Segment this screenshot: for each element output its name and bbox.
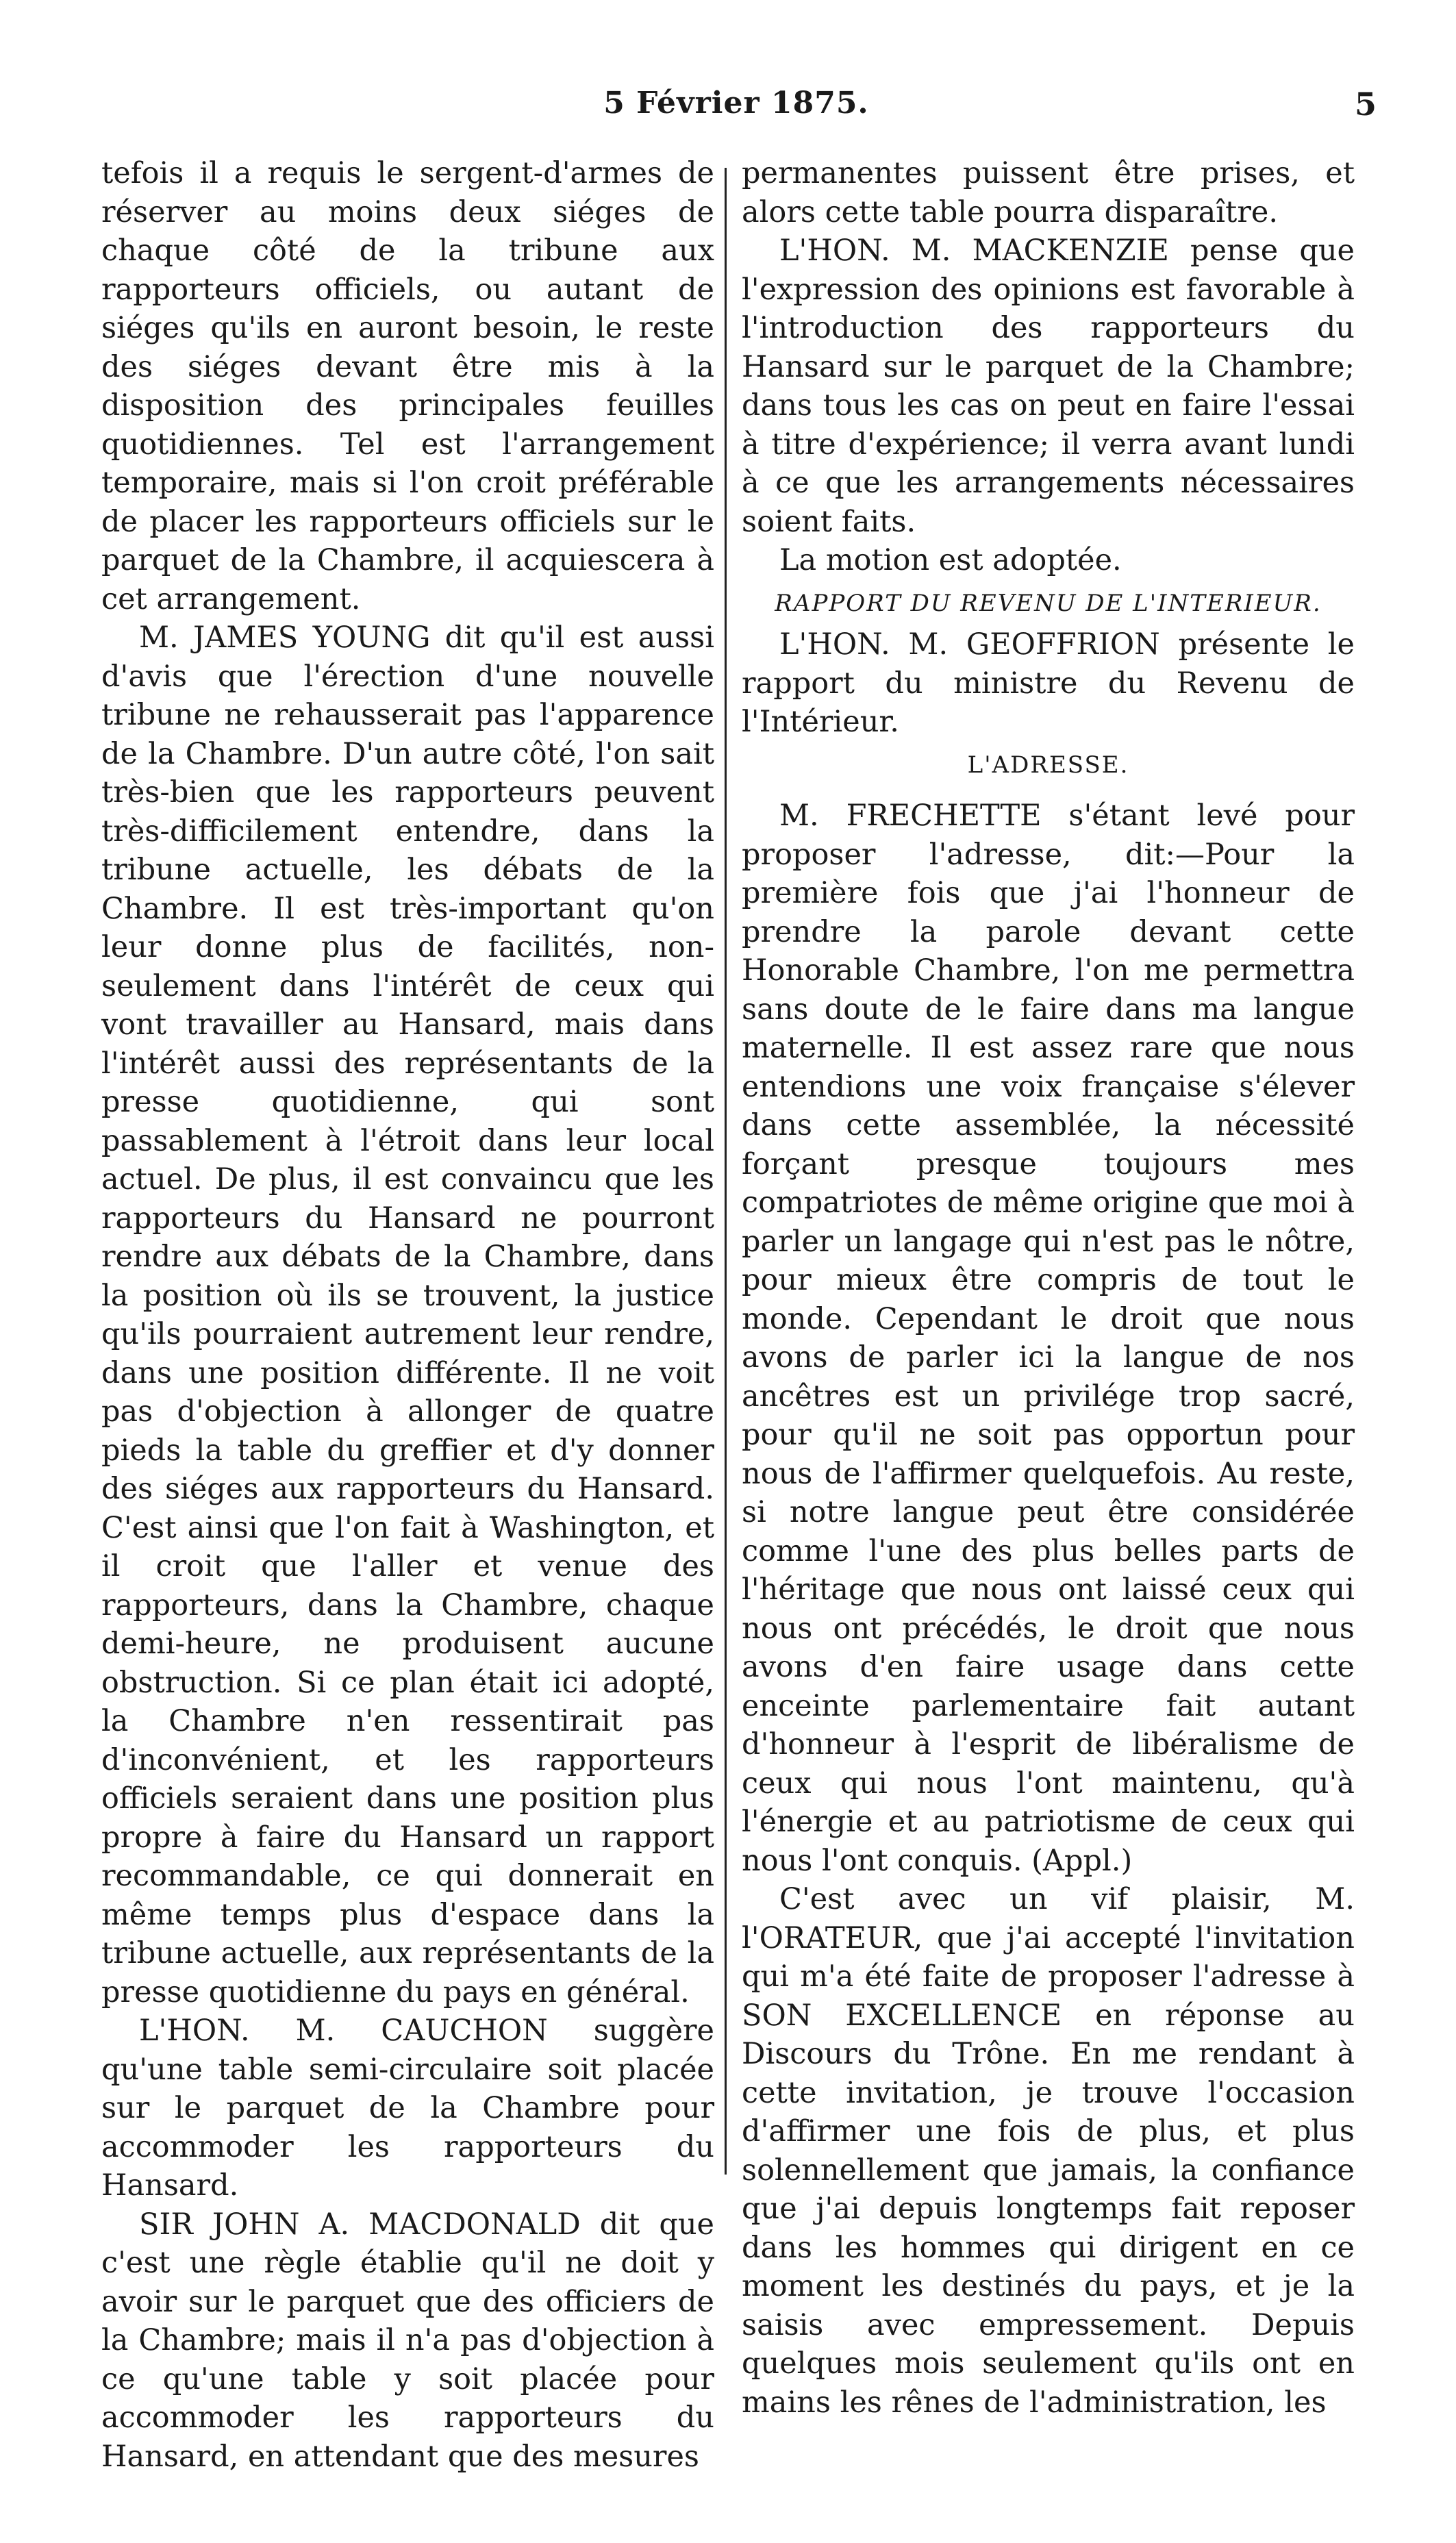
section-heading: RAPPORT DU REVENU DE L'INTERIEUR. [775,589,1322,617]
paragraph: M. FRECHETTE s'étant levé pour proposer l'adresse, dit:—Pour la première fois que j'ai l'honneur de prendre la parole devant cette Honorable Chambre, l'on me permettra sans doute de le faire dans ma langue maternelle. Il est assez rare que nous entendions une voix française s'élever dans cette assemblée, la nécessité forçant presque toujours mes compatriotes de même origine que moi à parler un langage qui n'est pas le nôtre, pour mieux être compris de tout le monde. Cependant le droit que nous avons de parler ici la langue de nos ancêtres est un privilége trop sacré, pour qu'il ne soit pas opportun pour nous de l'affirmer quelquefois. Au reste, si notre langue peut être considérée comme l'une des plus belles parts de l'héritage que nous ont laissé ceux qui nous ont précédés, le droit que nous avons d'en faire usage dans cette enceinte parlementaire fait autant d'honneur à l'esprit de libéralisme de ceux qui nous l'ont maintenu, qu'à l'énergie et au patriotisme de ceux qui nous l'ont conquis. (Appl.) [742,799,1355,1878]
paragraph: tefois il a requis le sergent-d'armes de réserver au moins deux siéges de chaque côté de la tribune aux rapporteurs officiels, ou autant de siéges qu'ils en auront besoin, le reste des siéges devant être mis à la disposition des principales feuilles quotidiennes. Tel est l'arrangement temporaire, mais si l'on croit préférable de placer les rapporteurs officiels sur le parquet de la Chambre, il acquiescera à cet arrangement. [101,156,714,616]
paragraph: M. JAMES YOUNG dit qu'il est aussi d'avis que l'érection d'une nouvelle tribune ne rehausserait pas l'apparence de la Chambre. D'un autre côté, l'on sait très-bien que les rapporteurs peuvent très-difficilement entendre, dans la tribune actuelle, les débats de la Chambre. Il est très-important qu'on leur donne plus de facilités, non-seulement dans l'intérêt de ceux qui vont travailler au Hansard, mais dans l'intérêt aussi des représentants de la presse quotidienne, qui sont passablement à l'étroit dans leur local actuel. De plus, il est convaincu que les rapporteurs du Hansard ne pourront rendre aux débats de la Chambre, dans la position où ils se trouvent, la justice qu'ils pourraient autrement leur rendre, dans une position différente. Il ne voit pas d'objection à allonger de quatre pieds la table du greffier et d'y donner des siéges aux rapporteurs du Hansard. C'est ainsi que l'on fait à Washington, et il croit que l'aller et venue des rapporteurs, dans la Chambre, chaque demi-heure, ne produisent aucune obstruction. Si ce plan était ici adopté, la Chambre n'en ressentirait pas d'inconvénient, et les rapporteurs officiels seraient dans une position plus propre à faire du Hansard un rapport recommandable, ce qui donnerait en même temps plus d'espace dans la tribune actuelle, aux représentants de la presse quotidienne du pays en général. [101,621,714,2009]
paragraph: La motion est adoptée. [779,543,1122,577]
paragraph: SIR JOHN A. MACDONALD dit que c'est une règle établie qu'il ne doit y avoir sur le parquet que des officiers de la Chambre; mais il n'a pas d'objection à ce qu'une table y soit placée pour accommoder les rapporteurs du Hansard, en attendant que des mesures [101,2207,714,2474]
paragraph: L'HON. M. CAUCHON suggère qu'une table semi-circulaire soit placée sur le parquet de la Chambre pour accommoder les rapporteurs du Hansard. [101,2014,714,2203]
two-column-body [95,154,1382,2483]
paragraph: L'HON. M. MACKENZIE pense que l'expression des opinions est favorable à l'introduction des rapporteurs du Hansard sur le parquet de la Chambre; dans tous les cas on peut en faire l'essai à titre d'expérience; il verra avant lundi à ce que les arrangements nécessaires soient faits. [742,234,1355,539]
page-header [96,86,1377,134]
page-date: 5 Février 1875. [603,86,869,121]
right-column [742,154,1355,2422]
paragraph: L'HON. M. GEOFFRION présente le rapport du ministre du Revenu de l'Intérieur. [742,627,1355,739]
left-column [101,154,714,2476]
column-divider [725,168,727,2175]
section-heading: L'ADRESSE. [967,751,1129,779]
paragraph: permanentes puissent être prises, et alors cette table pourra disparaître. [742,156,1355,229]
paragraph: C'est avec un vif plaisir, M. l'ORATEUR, que j'ai accepté l'invitation qui m'a été faite de proposer l'adresse à SON EXCELLENCE en réponse au Discours du Trône. En me rendant à cette invitation, je trouve l'occasion d'affirmer une fois de plus, et plus solennellement que jamais, la confiance que j'ai depuis longtemps fait reposer dans les hommes qui dirigent en ce moment les destinés du pays, et je la saisis avec empressement. Depuis quelques mois seulement qu'ils ont en mains les rênes de l'administration, les [742,1882,1355,2420]
page-number: 5 [1354,86,1377,123]
